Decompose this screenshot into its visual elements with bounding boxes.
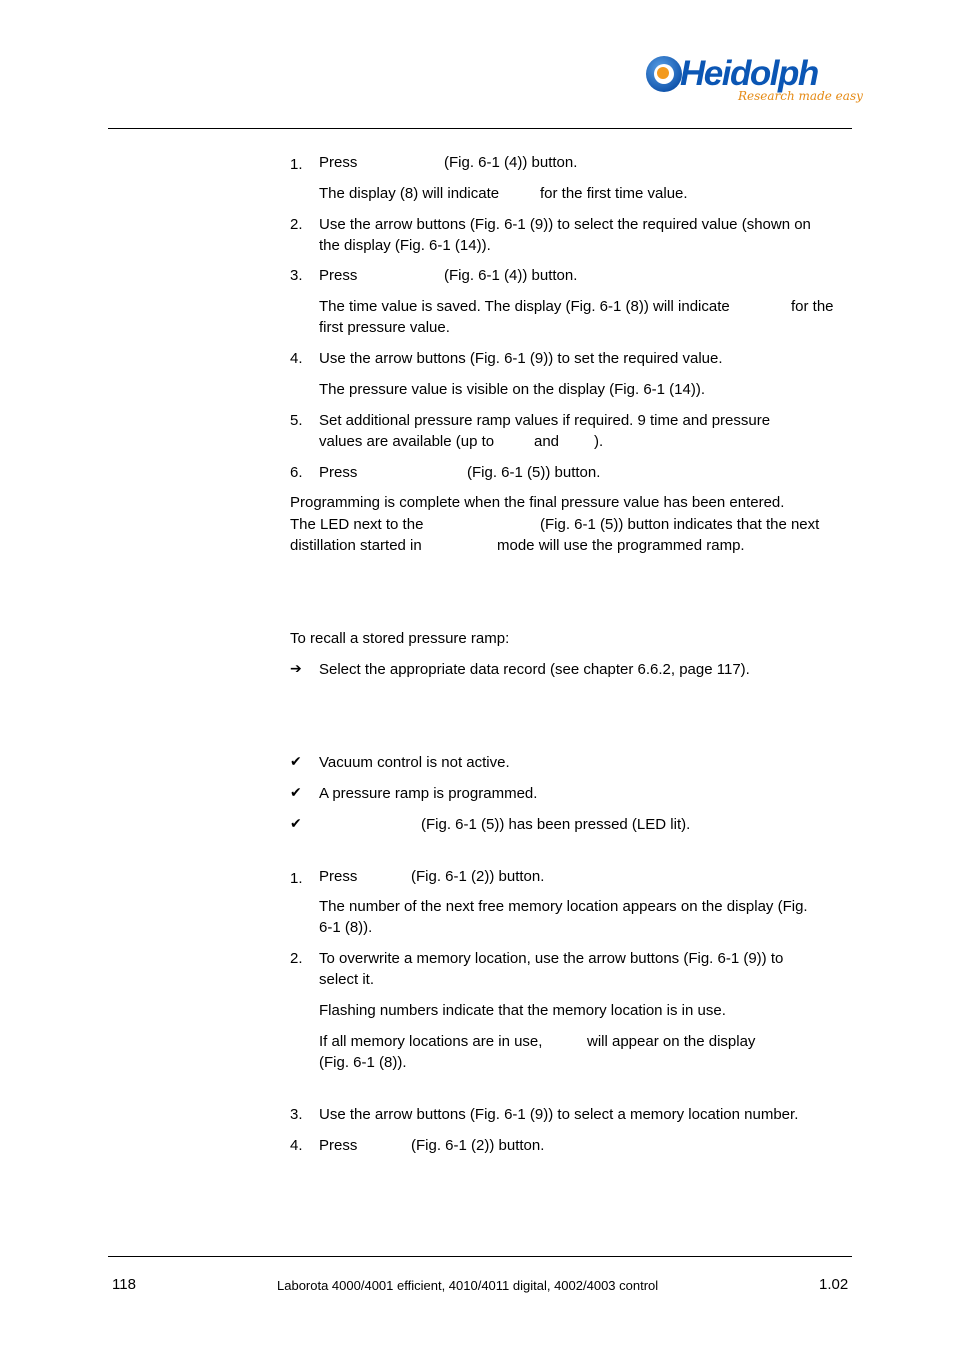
step-note: first pressure value. [319, 319, 450, 336]
step-number: 1. [290, 156, 303, 173]
logo-wordmark: Heidolph [680, 54, 818, 93]
recall-action: Select the appropriate data record (see chapter 6.6.2, page 117). [319, 661, 750, 678]
paragraph-line: The LED next to the [290, 516, 424, 533]
step-number: 6. [290, 464, 303, 481]
step-text: Use the arrow buttons (Fig. 6-1 (9)) to select a memory location number. [319, 1106, 799, 1123]
step-note: The display (8) will indicate [319, 185, 500, 202]
step-text: (Fig. 6-1 (4)) button. [444, 154, 578, 171]
step-text: Set additional pressure ramp values if required. 9 time and pressure [319, 412, 771, 429]
step-text: Use the arrow buttons (Fig. 6-1 (9)) to set the required value. [319, 350, 723, 367]
paragraph-line: Programming is complete when the final pressure value has been entered. [290, 494, 785, 511]
step-number: 3. [290, 1106, 303, 1123]
step-note: The pressure value is visible on the display (Fig. 6-1 (14)). [319, 381, 706, 398]
footer-version: 1.02 [819, 1276, 849, 1293]
step-number: 4. [290, 1137, 303, 1154]
step-text: (Fig. 6-1 (5)) button. [467, 464, 601, 481]
header-rule [108, 128, 852, 129]
recall-intro: To recall a stored pressure ramp: [290, 630, 510, 647]
step-text: Press [319, 154, 358, 171]
step-number: 2. [290, 216, 303, 233]
step-text: Use the arrow buttons (Fig. 6-1 (9)) to select the required value (shown on [319, 216, 811, 233]
footer-title: Laborota 4000/4001 efficient, 4010/4011 digital, 4002/4003 control [277, 1278, 659, 1293]
step-text: To overwrite a memory location, use the arrow buttons (Fig. 6-1 (9)) to [319, 950, 784, 967]
checkmark-icon: ✔ [290, 754, 302, 770]
step-text: and [534, 433, 560, 450]
step-note: 6-1 (8)). [319, 919, 373, 936]
step-text: (Fig. 6-1 (2)) button. [411, 1137, 545, 1154]
step-note: will appear on the display [587, 1033, 756, 1050]
step-note: The time value is saved. The display (Fig. 6-1 (8)) will indicate [319, 298, 730, 315]
prerequisite-text: Vacuum control is not active. [319, 754, 510, 771]
prerequisite-text: (Fig. 6-1 (5)) has been pressed (LED lit). [421, 816, 691, 833]
step-note: The number of the next free memory location appears on the display (Fig. [319, 898, 808, 915]
step-note: for the [791, 298, 834, 315]
checkmark-icon: ✔ [290, 816, 302, 832]
page-number: 118 [112, 1276, 136, 1293]
step-text: values are available (up to [319, 433, 495, 450]
arrow-right-icon: ➔ [290, 661, 302, 677]
paragraph-line: distillation started in [290, 537, 422, 554]
step-note: for the first time value. [540, 185, 688, 202]
step-number: 5. [290, 412, 303, 429]
step-text: ). [594, 433, 604, 450]
step-note: (Fig. 6-1 (8)). [319, 1054, 407, 1071]
logo-tagline: Research made easy [738, 89, 863, 103]
step-number: 3. [290, 267, 303, 284]
step-text: Press [319, 464, 358, 481]
prerequisite-text: A pressure ramp is programmed. [319, 785, 538, 802]
step-text: (Fig. 6-1 (2)) button. [411, 868, 545, 885]
step-text: Press [319, 267, 358, 284]
paragraph-line: (Fig. 6-1 (5)) button indicates that the next [540, 516, 820, 533]
footer-rule [108, 1256, 852, 1257]
step-text: the display (Fig. 6-1 (14)). [319, 237, 491, 254]
step-number: 1. [290, 870, 303, 887]
checkmark-icon: ✔ [290, 785, 302, 801]
step-number: 4. [290, 350, 303, 367]
step-text: (Fig. 6-1 (4)) button. [444, 267, 578, 284]
step-note: Flashing numbers indicate that the memory location is in use. [319, 1002, 726, 1019]
step-text: Press [319, 1137, 358, 1154]
paragraph-line: mode will use the programmed ramp. [497, 537, 745, 554]
step-note: If all memory locations are in use, [319, 1033, 543, 1050]
heidolph-logo [644, 52, 863, 114]
step-text: select it. [319, 971, 375, 988]
step-number: 2. [290, 950, 303, 967]
step-text: Press [319, 868, 358, 885]
